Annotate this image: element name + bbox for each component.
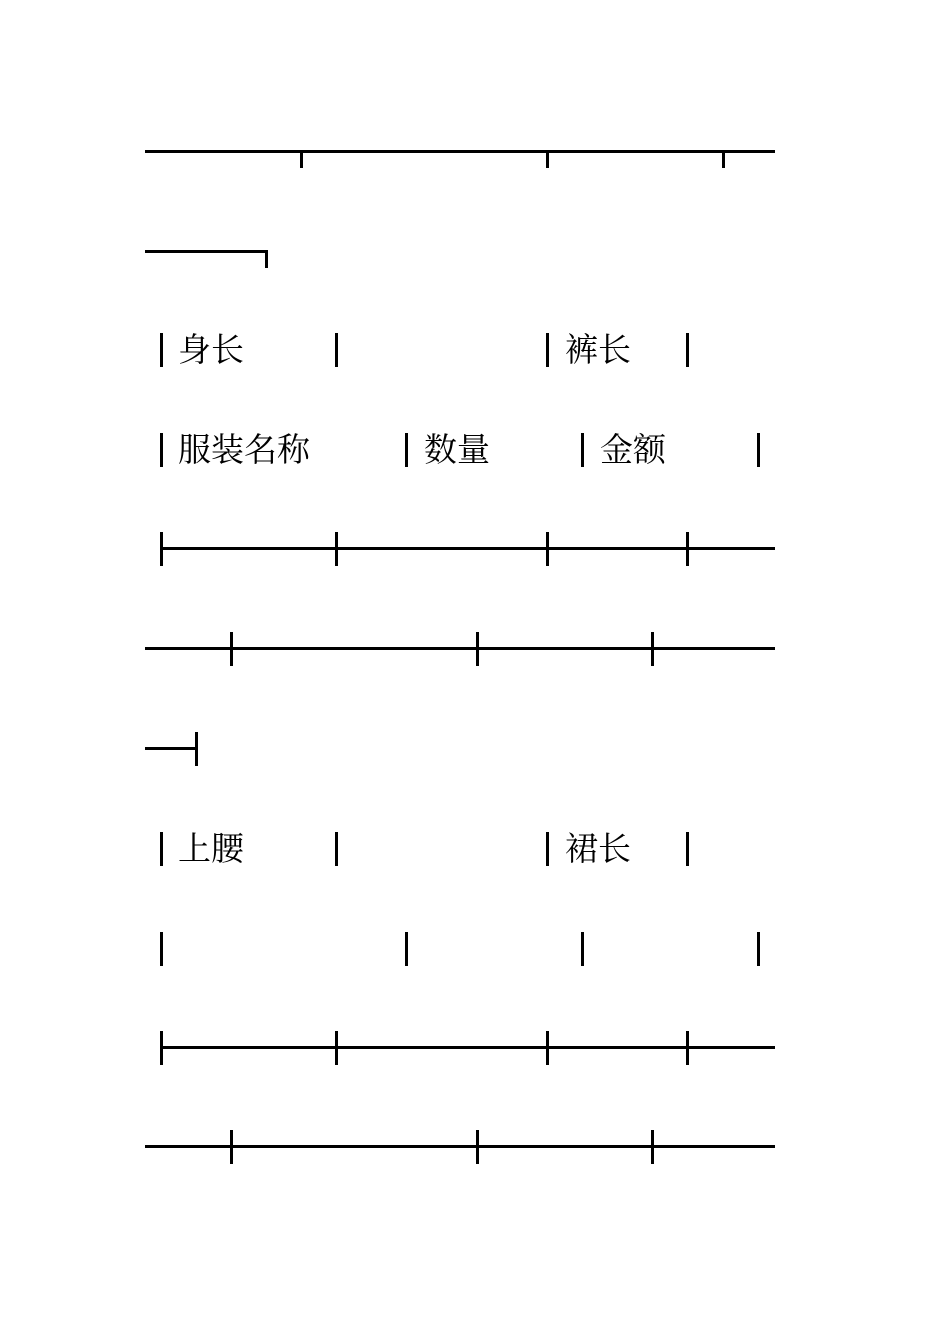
rule-tick	[476, 632, 479, 666]
table-rule-3	[160, 547, 775, 550]
rule-tick	[195, 732, 198, 766]
header-quantity: 数量	[424, 430, 490, 469]
rule-tick	[546, 150, 549, 168]
cell-border	[757, 932, 760, 966]
cell-border	[686, 832, 689, 866]
cell-border	[335, 333, 338, 367]
rule-tick	[335, 532, 338, 566]
cell-border	[405, 433, 408, 467]
rule-tick	[476, 1130, 479, 1164]
rule-tick	[300, 150, 303, 168]
rule-tick	[160, 532, 163, 566]
cell-border	[160, 433, 163, 467]
rule-tick	[546, 1031, 549, 1065]
cell-border	[581, 433, 584, 467]
rule-tick	[335, 1031, 338, 1065]
table-rule-2	[145, 250, 268, 253]
cell-border	[546, 333, 549, 367]
label-upper-waist: 上腰	[178, 829, 244, 868]
table-rule-6	[160, 1046, 775, 1049]
rule-tick	[160, 1031, 163, 1065]
cell-border	[581, 932, 584, 966]
table-rule-5	[145, 747, 198, 750]
rule-tick	[722, 150, 725, 168]
cell-border	[335, 832, 338, 866]
label-trouser-length: 裤长	[565, 330, 631, 369]
rule-corner	[265, 250, 268, 268]
cell-border	[686, 333, 689, 367]
cell-border	[405, 932, 408, 966]
rule-tick	[651, 632, 654, 666]
label-skirt-length: 裙长	[565, 829, 631, 868]
rule-tick	[686, 1031, 689, 1065]
rule-tick	[546, 532, 549, 566]
rule-tick	[686, 532, 689, 566]
cell-border	[757, 433, 760, 467]
cell-border	[160, 832, 163, 866]
cell-border	[546, 832, 549, 866]
label-body-length: 身长	[178, 330, 244, 369]
rule-tick	[651, 1130, 654, 1164]
table-rule-7	[145, 1145, 775, 1148]
rule-tick	[230, 632, 233, 666]
rule-tick	[230, 1130, 233, 1164]
cell-border	[160, 932, 163, 966]
table-rule-1	[145, 150, 775, 153]
header-garment-name: 服装名称	[178, 430, 310, 469]
table-rule-4	[145, 647, 775, 650]
header-amount: 金额	[600, 430, 666, 469]
cell-border	[160, 333, 163, 367]
